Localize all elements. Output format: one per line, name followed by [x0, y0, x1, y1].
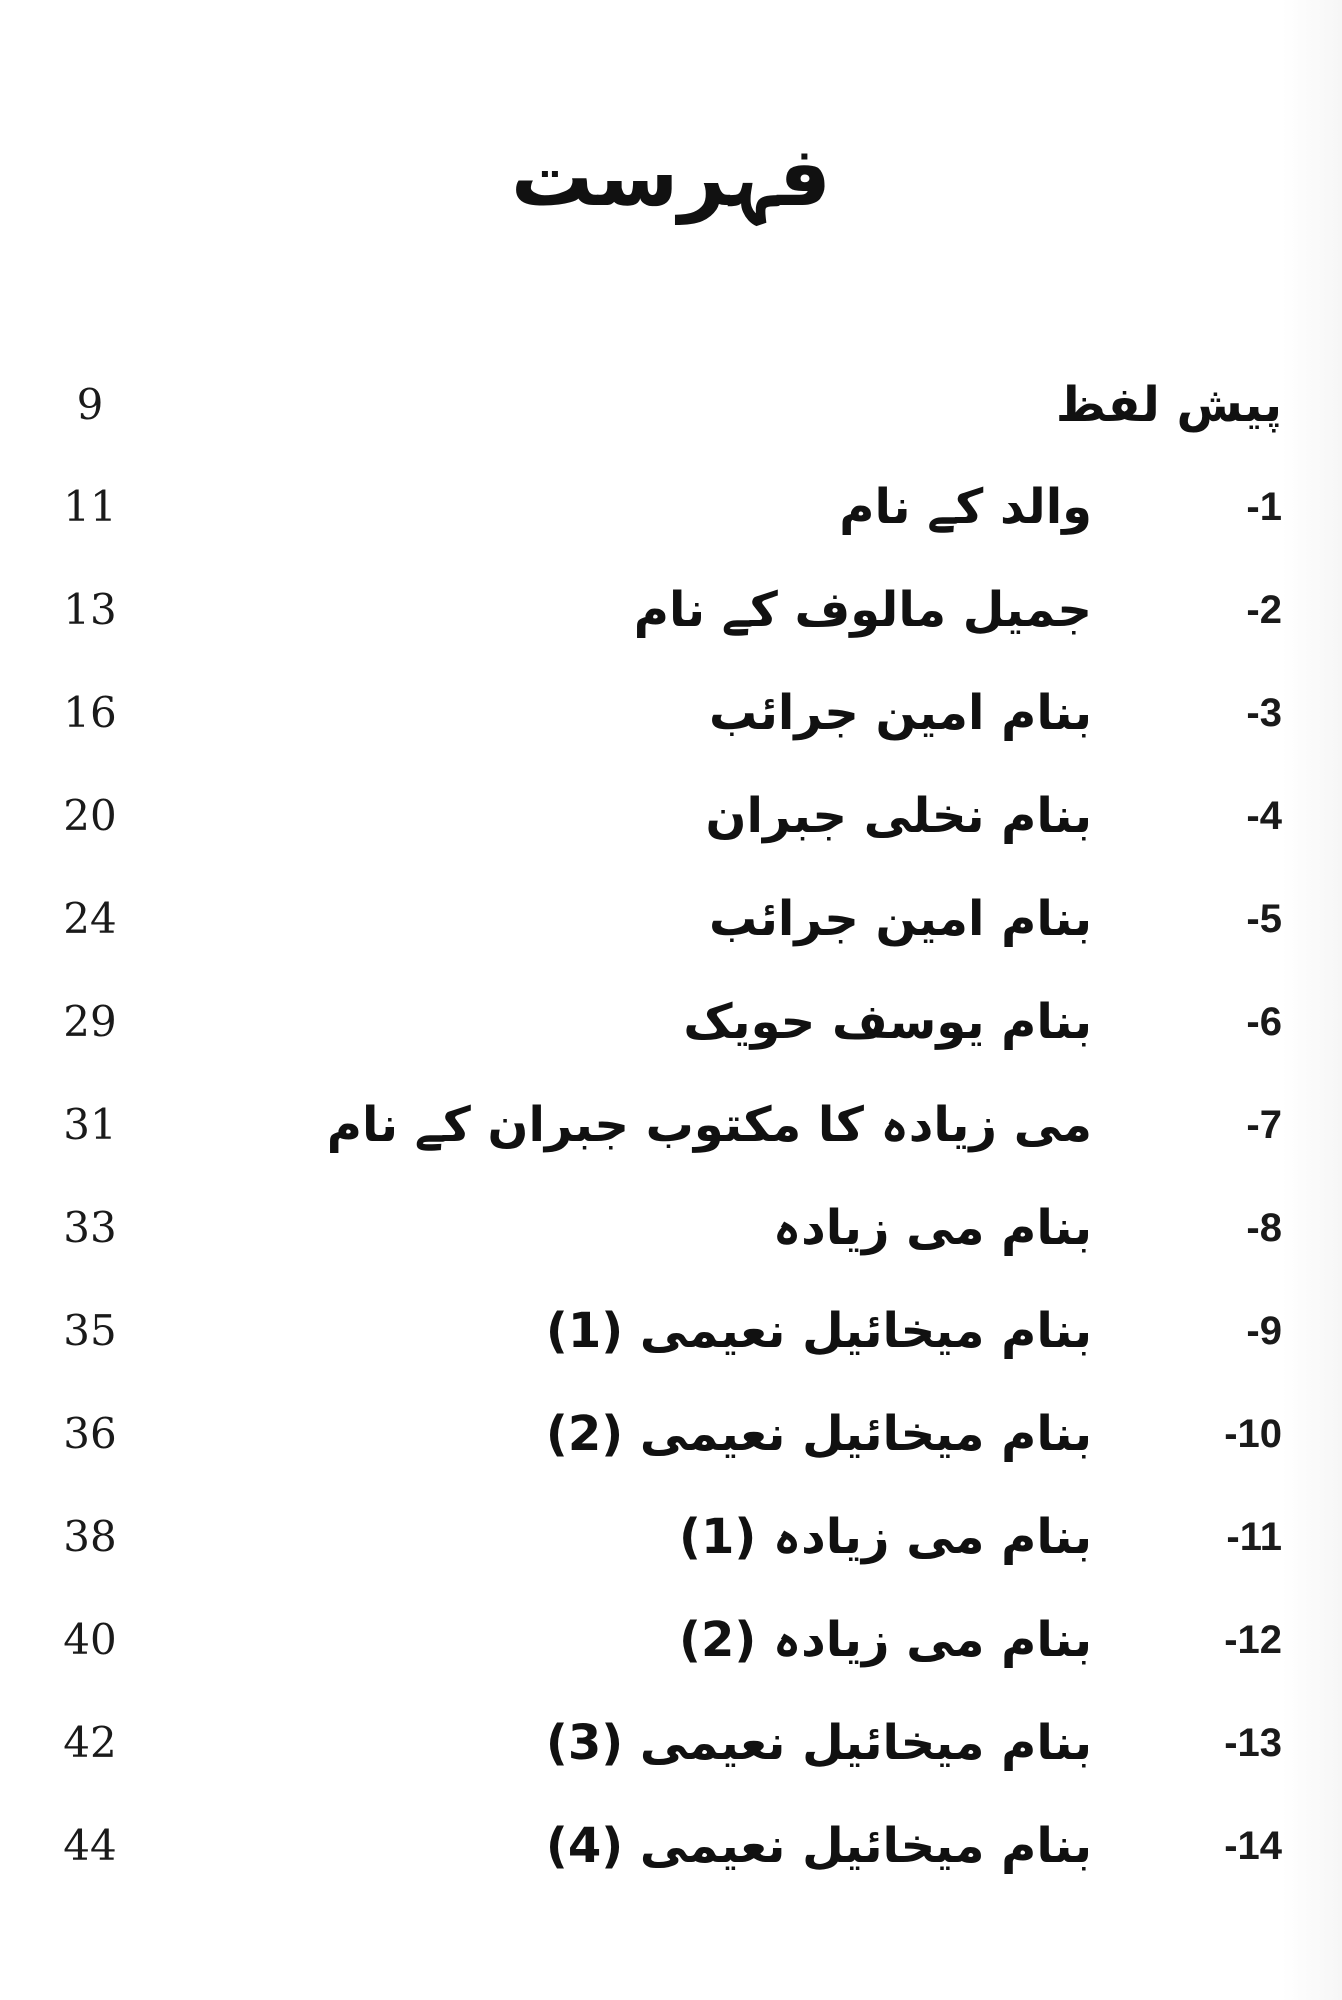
toc-entry-title: می زیادہ کا مکتوب جبران کے نام — [326, 1097, 1092, 1153]
toc-page-number: 13 — [63, 585, 117, 634]
toc-entry-title: جمیل مالوف کے نام — [633, 582, 1092, 638]
toc-entry-number: -13 — [1224, 1721, 1282, 1765]
toc-entry-number: -12 — [1224, 1618, 1282, 1662]
toc-entry-title: بنام امین جرائب — [709, 685, 1092, 741]
toc-entry-number: -1 — [1246, 485, 1282, 529]
toc-page-number: 29 — [63, 997, 117, 1046]
toc-row — [0, 1492, 1342, 1582]
toc-page-number: 42 — [63, 1718, 117, 1767]
toc-entry-number: -9 — [1246, 1309, 1282, 1353]
toc-entry-number: -4 — [1246, 794, 1282, 838]
toc-row — [0, 874, 1342, 964]
toc-row — [0, 462, 1342, 552]
toc-entry-number: -7 — [1246, 1103, 1282, 1147]
toc-entry-title: بنام میخائیل نعیمی (4) — [545, 1818, 1092, 1874]
toc-page-number: 11 — [63, 482, 117, 531]
toc-entry-number: -11 — [1226, 1515, 1282, 1559]
toc-entry-number: -6 — [1246, 1000, 1282, 1044]
toc-row — [0, 668, 1342, 758]
toc-entry-title: بنام امین جرائب — [709, 891, 1092, 947]
toc-row — [0, 1389, 1342, 1479]
toc-entry-number: -10 — [1224, 1412, 1282, 1456]
page-title: فہرست — [510, 130, 832, 225]
toc-entry-title: بنام می زیادہ (1) — [679, 1509, 1092, 1565]
toc-entry-number: -8 — [1246, 1206, 1282, 1250]
toc-entry-title: بنام میخائیل نعیمی (3) — [545, 1715, 1092, 1771]
toc-entry-number: -2 — [1246, 588, 1282, 632]
toc-page-number: 20 — [63, 791, 117, 840]
toc-row — [0, 1801, 1342, 1891]
toc-page-number: 31 — [63, 1100, 117, 1149]
toc-page-number: 9 — [76, 380, 104, 429]
toc-entry-title: بنام میخائیل نعیمی (2) — [545, 1406, 1092, 1462]
toc-page-number: 36 — [63, 1409, 117, 1458]
toc-page-number: 44 — [63, 1821, 117, 1870]
toc-entry-number: -14 — [1224, 1824, 1282, 1868]
toc-entry-number: -3 — [1246, 691, 1282, 735]
toc-entry-number: -5 — [1246, 897, 1282, 941]
toc-entry-title: بنام می زیادہ — [773, 1200, 1092, 1256]
toc-page-number: 16 — [63, 688, 117, 737]
toc-row — [0, 1080, 1342, 1170]
toc-entry-title: بنام یوسف حویک — [683, 994, 1092, 1050]
toc-page-number: 40 — [63, 1615, 117, 1664]
toc-row — [0, 977, 1342, 1067]
toc-entry-title: بنام میخائیل نعیمی (1) — [545, 1303, 1092, 1359]
toc-entry-title: بنام نخلی جبران — [705, 788, 1092, 844]
toc-page-number: 24 — [63, 894, 117, 943]
toc-row — [0, 360, 1342, 450]
toc-row — [0, 771, 1342, 861]
toc-row — [0, 1286, 1342, 1376]
toc-row — [0, 1595, 1342, 1685]
toc-entry-title: پیش لفظ — [1055, 377, 1282, 433]
toc-page-number: 38 — [63, 1512, 117, 1561]
toc-page-number: 35 — [63, 1306, 117, 1355]
toc-entry-title: والد کے نام — [839, 479, 1092, 535]
toc-row — [0, 1698, 1342, 1788]
toc-row — [0, 565, 1342, 655]
toc-page-number: 33 — [63, 1203, 117, 1252]
toc-entry-title: بنام می زیادہ (2) — [679, 1612, 1092, 1668]
toc-row — [0, 1183, 1342, 1273]
